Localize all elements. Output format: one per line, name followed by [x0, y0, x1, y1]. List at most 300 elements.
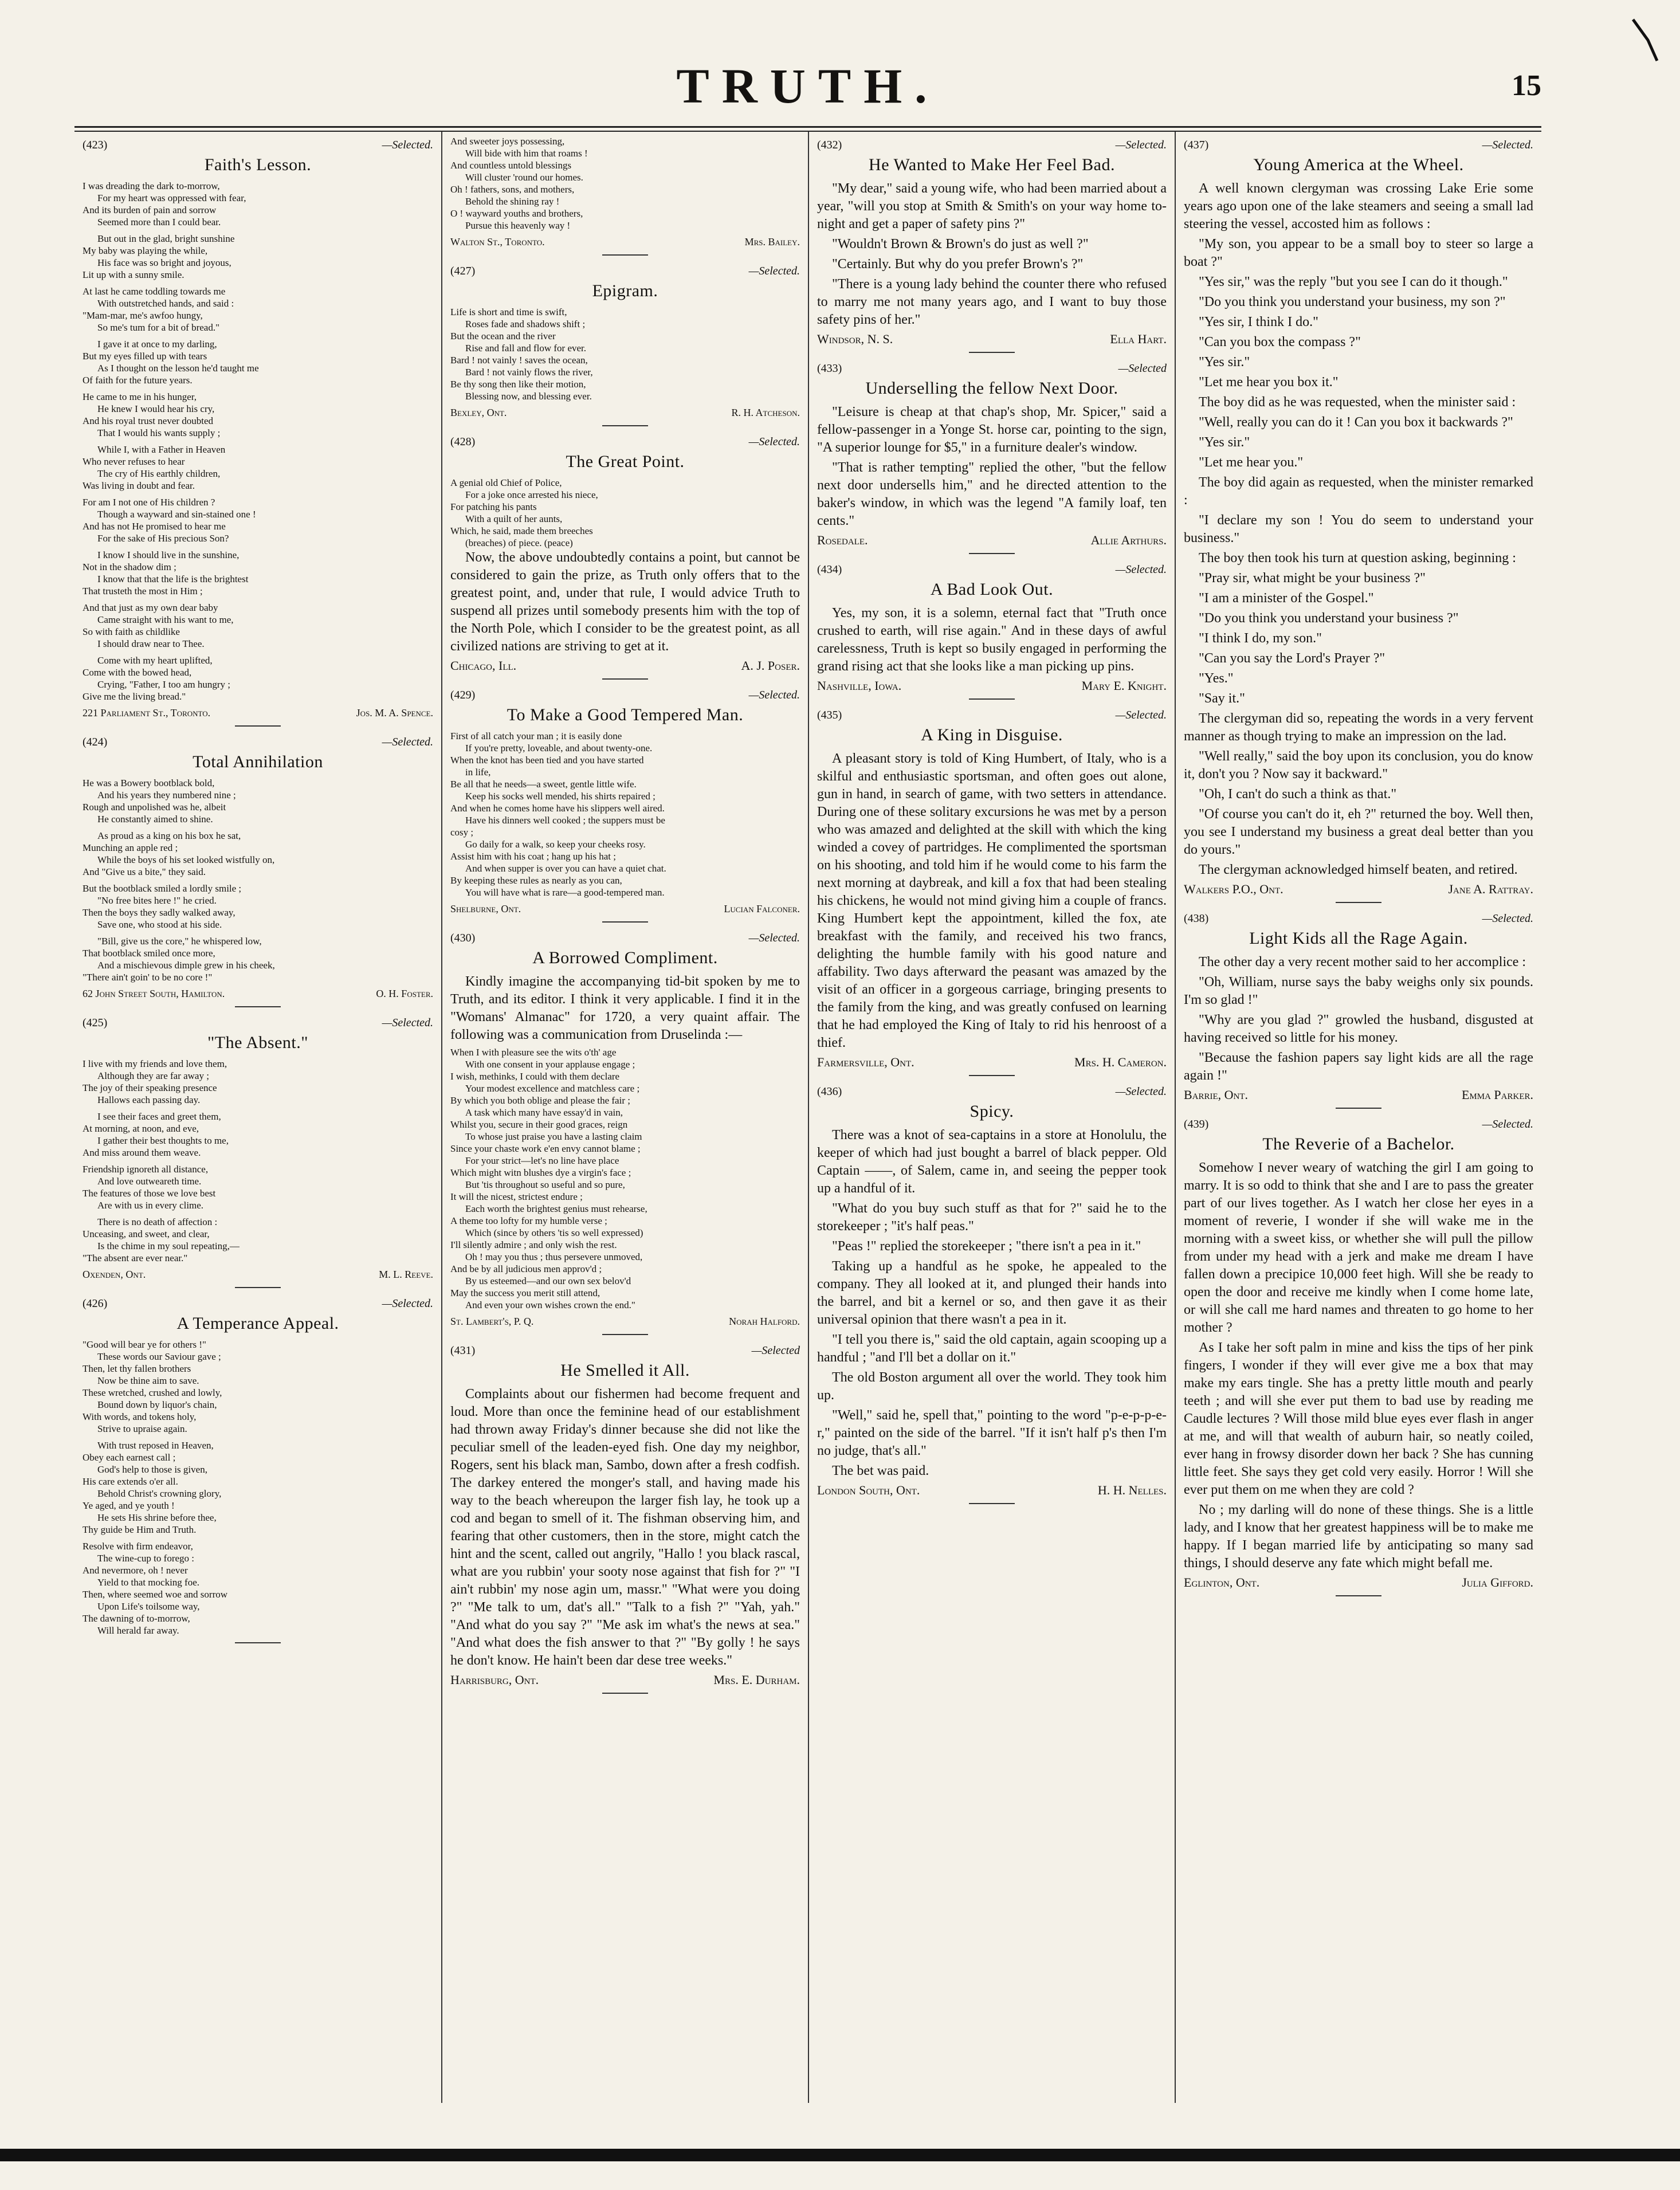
- article-tag: —Selected.: [382, 736, 433, 748]
- paragraph: "There is a young lady behind the counter there who refused to marry me not many years ago, and I want to buy those safety pins of her.": [817, 277, 1167, 327]
- article: [817, 562, 1167, 700]
- article-divider: [969, 352, 1015, 353]
- article-signature: [83, 706, 433, 720]
- article-meta: [817, 361, 1167, 376]
- paragraph: "My son, you appear to be a small boy to steer so large a boat ?": [1184, 237, 1533, 269]
- article: [450, 688, 800, 923]
- signature-location: Oxenden, Ont.: [83, 1269, 146, 1280]
- article-signature: [817, 1055, 1167, 1069]
- column-4: [1175, 132, 1541, 2103]
- poem-line: Bard ! not vainly flows the river,: [465, 367, 593, 378]
- poem-line: But 'tis throughout so useful and so pure,: [465, 1179, 625, 1190]
- poem-line: With trust reposed in Heaven,: [97, 1440, 214, 1451]
- signature-location: Walkers P.O., Ont.: [1184, 882, 1283, 896]
- article-meta: [817, 562, 1167, 577]
- article-tag: —Selected.: [1115, 1085, 1167, 1098]
- article-body: [817, 403, 1167, 530]
- poem-line: With a quilt of her aunts,: [465, 513, 563, 524]
- poem-line: Roses fade and shadows shift ;: [465, 319, 586, 329]
- article-meta: [817, 708, 1167, 723]
- article-number: (437): [1184, 139, 1209, 151]
- poem-line: His face was so bright and joyous,: [97, 257, 231, 268]
- article-tag: —Selected.: [1482, 1118, 1533, 1131]
- poem-line: As proud as a king on his box he sat,: [97, 830, 241, 841]
- poem-line: A genial old Chief of Police,: [450, 477, 562, 488]
- poem-line: [83, 1435, 433, 1439]
- poem-line: While I, with a Father in Heaven: [97, 444, 226, 455]
- signature-author: Ella Hart.: [1110, 332, 1167, 346]
- poem-line: God's help to those is given,: [97, 1464, 207, 1475]
- poem-line: Then the boys they sadly walked away,: [83, 907, 235, 918]
- poem-line: Behold the shining ray !: [465, 196, 560, 207]
- signature-author: H. H. Nelles.: [1097, 1483, 1167, 1497]
- article-signature: [817, 1483, 1167, 1497]
- paragraph: Kindly imagine the accompanying tid-bit spoken by me to Truth, and its editor. I think it very applicable. I find it in the "Womans' Almanac" for 1720, a very quaint affair. The following was a communication from Druselinda :—: [450, 974, 800, 1042]
- article-divider: [969, 698, 1015, 700]
- poem-line: If you're pretty, loveable, and about twenty-one.: [465, 743, 653, 753]
- article-body: [450, 973, 800, 1044]
- poem-line: Come with the bowed head,: [83, 667, 192, 678]
- poem-line: He was a Bowery bootblack bold,: [83, 778, 215, 788]
- article-title: "The Absent.": [207, 1033, 308, 1052]
- poem-line: Are with us in every clime.: [97, 1200, 204, 1211]
- poem-body: [83, 1058, 433, 1264]
- article-divider: [235, 1642, 281, 1643]
- paragraph: "My dear," said a young wife, who had been married about a year, "will you stop at Smith & Smith's on your way home to-night and get a paper of safety pins ?": [817, 181, 1167, 231]
- poem-line: [83, 333, 433, 338]
- article-divider: [1336, 902, 1381, 903]
- article-number: (426): [83, 1297, 108, 1310]
- poem-line: "Good will bear ye for others !": [83, 1339, 206, 1350]
- poem-line: So with faith as childlike: [83, 626, 180, 637]
- poem-line: Oh ! fathers, sons, and mothers,: [450, 184, 575, 195]
- signature-author: Julia Gifford.: [1462, 1575, 1533, 1589]
- paragraph: A pleasant story is told of King Humbert, of Italy, who is a skilful and enthusiastic sportsman, and often goes out alone, gun in hand, in search of game, with two setters in attendance. During one of these solitary excursions he was met by a person who was amazed and delighted at the skill with which the king winded a covey of partridges. He complimented the sportsman on his shooting, and told him if he would come to his farm the next morning at daybreak, and kill a fox that had been stealing his chickens, he would not mind giving him a couple of francs. King Humbert kept the appointment, killed the fox, ate breakfast with the family, and received his two francs, delighting the humble family with his good nature and affability. Two days afterward the peasant was amazed by the visit of an officer in a gorgeous carriage, bringing presents to the family from the king, and was greatly confused on learning that he had employed the King of Italy to rid his henroost of a thief.: [817, 751, 1167, 1050]
- paragraph: "Pray sir, what might be your business ?": [1199, 571, 1426, 586]
- article-signature: [450, 406, 800, 419]
- article-signature: [450, 1673, 800, 1687]
- poem-line: Is the chime in my soul repeating,—: [97, 1241, 240, 1251]
- paragraph: A well known clergyman was crossing Lake Erie some years ago upon one of the lake steamers and seeing a small lad steering the vessel, accosted him as follows :: [1184, 181, 1533, 231]
- paragraph: "I think I do, my son.": [1199, 631, 1322, 646]
- paragraph: The clergyman did so, repeating the words in a very fervent manner as though trying to make an impression on the lad.: [1184, 711, 1533, 744]
- poem-line: You will have what is rare—a good-tempered man.: [465, 887, 665, 898]
- poem-line: Not in the shadow dim ;: [83, 562, 176, 572]
- article: [450, 1343, 800, 1694]
- article-tag: —Selected.: [748, 689, 800, 701]
- article-meta: [450, 264, 800, 278]
- paragraph: "Peas !" replied the storekeeper ; "there isn't a pea in it.": [832, 1239, 1141, 1254]
- poem-line: Unceasing, and sweet, and clear,: [83, 1229, 210, 1239]
- article-signature: [817, 332, 1167, 346]
- article-signature: [1184, 882, 1533, 896]
- poem-line: "Bill, give us the core," he whispered low,: [97, 936, 262, 947]
- poem-line: The dawning of to-morrow,: [83, 1613, 190, 1624]
- poem-line: First of all catch your man ; it is easily done: [450, 731, 622, 741]
- paragraph: The bet was paid.: [832, 1463, 929, 1478]
- article-tag: —Selected.: [1482, 139, 1533, 151]
- signature-author: M. L. Reeve.: [379, 1269, 433, 1280]
- poem-line: And be by all judicious men approv'd ;: [450, 1263, 602, 1274]
- article-body: [817, 1127, 1167, 1480]
- signature-location: 221 Parliament St., Toronto.: [83, 707, 211, 719]
- poem-line: By keeping these rules as nearly as you can,: [450, 875, 622, 886]
- paragraph: "I tell you there is," said the old captain, again scooping up a handful ; "and I'll bet a dollar on it.": [817, 1332, 1167, 1365]
- poem-line: Will cluster 'round our homes.: [465, 172, 583, 183]
- poem-line: And love outweareth time.: [97, 1176, 202, 1187]
- poem-line: At last he came toddling towards me: [83, 286, 226, 297]
- poem-line: When the knot has been tied and you have started: [450, 755, 644, 766]
- paragraph: Now, the above undoubtedly contains a point, but cannot be considered to gain the prize, as Truth only offers that to the greatest point, and, under that rule, I would advice Truth to suspend all prizes until somebody presents him with the top of the North Pole, which I consider to be the greatest point, as all civilized nations are striving to get at it.: [450, 550, 800, 654]
- poem-line: Assist him with his coat ; hang up his hat ;: [450, 851, 616, 862]
- poem-line: Friendship ignoreth all distance,: [83, 1164, 209, 1175]
- article-number: (435): [817, 709, 842, 721]
- article-tag: —Selected.: [382, 1016, 433, 1029]
- article-body: [1184, 180, 1533, 879]
- poem-line: [83, 492, 433, 496]
- article-number: (433): [817, 362, 842, 375]
- bottom-rule: [0, 2149, 1680, 2161]
- article-tag: —Selected.: [382, 139, 433, 151]
- poem-line: Resolve with firm endeavor,: [83, 1541, 193, 1552]
- article-title: Light Kids all the Rage Again.: [1249, 929, 1468, 948]
- article-meta: [83, 138, 433, 152]
- poem-line: [83, 544, 433, 549]
- poem-line: Then, where seemed woe and sorrow: [83, 1589, 228, 1600]
- signature-author: Mary E. Knight.: [1081, 678, 1167, 693]
- article-divider: [969, 553, 1015, 554]
- paragraph: The clergyman acknowledged himself beaten, and retired.: [1199, 862, 1518, 877]
- newspaper-columns: [74, 131, 1541, 2103]
- poem-line: For the sake of His precious Son?: [97, 533, 229, 544]
- poem-line: I know I should live in the sunshine,: [97, 550, 240, 560]
- poem-line: Pursue this heavenly way !: [465, 220, 571, 231]
- paragraph: There was a knot of sea-captains in a store at Honolulu, the keeper of which had just bought a barrel of black pepper. Old Captain ——, of Salem, came in, and seeing the pepper took up a handful of it.: [817, 1128, 1167, 1196]
- article-tag: —Selected.: [1115, 563, 1167, 576]
- paragraph: "Well really," said the boy upon its conclusion, you do know it, don't you ? Now say it backward.": [1184, 749, 1533, 782]
- poem-line: Be all that he needs—a sweet, gentle little wife.: [450, 779, 637, 790]
- article-meta: [450, 1343, 800, 1358]
- poem-line: Save one, who stood at his side.: [97, 919, 222, 930]
- poem-line: And sweeter joys possessing,: [450, 136, 565, 147]
- article-meta: [817, 138, 1167, 152]
- article: [450, 931, 800, 1335]
- poem-line: Oh ! may you thus ; thus persevere unmoved,: [465, 1251, 643, 1262]
- poem-line: With outstretched hands, and said :: [97, 298, 234, 309]
- paragraph: "Why are you glad ?" growled the husband, disgusted at having received so little for his money.: [1184, 1012, 1533, 1045]
- article-meta: [1184, 138, 1533, 152]
- poem-line: Life is short and time is swift,: [450, 307, 567, 317]
- article-number: (427): [450, 265, 476, 277]
- article-divider: [602, 254, 648, 256]
- poem-line: And nevermore, oh ! never: [83, 1565, 188, 1576]
- article-number: (436): [817, 1085, 842, 1098]
- poem-line: "No free bites here !" he cried.: [97, 895, 217, 906]
- article-number: (424): [83, 736, 108, 748]
- poem-line: Obey each earnest call ;: [83, 1452, 176, 1463]
- article-number: (428): [450, 435, 476, 448]
- poem-line: Which, he said, made them breeches: [450, 525, 593, 536]
- poem-line: I'll silently admire ; and only wish the rest.: [450, 1239, 617, 1250]
- poem-line: He constantly aimed to shine.: [97, 814, 213, 825]
- poem-line: Bard ! not vainly ! saves the ocean,: [450, 355, 588, 366]
- article-title: Epigram.: [592, 281, 658, 300]
- article-title: A Temperance Appeal.: [176, 1314, 339, 1333]
- article-signature: [450, 1314, 800, 1328]
- poem-line: Will bide with him that roams !: [465, 148, 588, 159]
- column-3: [808, 132, 1175, 2103]
- paragraph: "Yes sir, I think I do.": [1199, 315, 1318, 329]
- poem-line: And a mischievous dimple grew in his cheek,: [97, 960, 275, 971]
- poem-line: I know that that the life is the brightest: [97, 574, 249, 584]
- article-title: A King in Disguise.: [921, 725, 1063, 744]
- poem-line: With one consent in your applause engage ;: [465, 1059, 635, 1070]
- article-tag: —Selected: [751, 1344, 800, 1357]
- signature-author: Mrs. E. Durham.: [713, 1673, 800, 1687]
- poem-line: The cry of His earthly children,: [97, 468, 221, 479]
- article-signature: [817, 533, 1167, 547]
- article-title: He Smelled it All.: [560, 1361, 690, 1380]
- poem-line: Your modest excellence and matchless care ;: [465, 1083, 640, 1094]
- poem-line: For patching his pants: [450, 501, 537, 512]
- article-meta: [83, 1015, 433, 1030]
- poem-body: [83, 1339, 433, 1636]
- poem-line: Since your chaste work e'en envy cannot blame ;: [450, 1143, 641, 1154]
- poem-line: For am I not one of His children ?: [83, 497, 215, 508]
- article-signature: [83, 1267, 433, 1281]
- poem-line: That bootblack smiled once more,: [83, 948, 215, 959]
- poem-line: And when he comes home have his slippers well aired.: [450, 803, 665, 814]
- poem-line: So me's tum for a bit of bread.": [97, 322, 220, 333]
- article-meta: [450, 434, 800, 449]
- paragraph: "Yes sir," was the reply "but you see I can do it though.": [1199, 274, 1508, 289]
- poem-line: Have his dinners well cooked ; the suppers must be: [465, 815, 665, 826]
- article-title: Underselling the fellow Next Door.: [865, 379, 1118, 398]
- poem-line: [83, 1159, 433, 1163]
- article-tag: —Selected.: [382, 1297, 433, 1310]
- signature-author: Mrs. Bailey.: [744, 236, 800, 248]
- paragraph: "Wouldn't Brown & Brown's do just as well ?": [832, 237, 1089, 252]
- poem-line: I see their faces and greet them,: [97, 1111, 221, 1122]
- article-divider: [969, 1075, 1015, 1076]
- poem-line: A theme too lofty for my humble verse ;: [450, 1215, 607, 1226]
- poem-line: He sets His shrine before thee,: [97, 1512, 217, 1523]
- poem-line: And when supper is over you can have a quiet chat.: [465, 863, 666, 874]
- page-number: 15: [1512, 69, 1541, 102]
- poem-line: And his royal trust never doubted: [83, 415, 214, 426]
- paragraph: The other day a very recent mother said to her accomplice :: [1199, 955, 1526, 970]
- article-number: (423): [83, 139, 108, 151]
- poem-line: Munching an apple red ;: [83, 842, 178, 853]
- poem-line: Although they are far away ;: [97, 1070, 209, 1081]
- poem-line: [83, 439, 433, 444]
- article-number: (432): [817, 139, 842, 151]
- article-signature: [450, 902, 800, 916]
- article-meta: [83, 735, 433, 749]
- article-tag: —Selected.: [748, 265, 800, 277]
- signature-location: Farmersville, Ont.: [817, 1055, 914, 1069]
- article-title: A Bad Look Out.: [930, 580, 1054, 599]
- article-title: Total Annihilation: [193, 752, 323, 771]
- poem-line: And even your own wishes crown the end.": [465, 1300, 635, 1310]
- article-body: [450, 1386, 800, 1670]
- article-divider: [235, 1287, 281, 1288]
- poem-line: But the ocean and the river: [450, 331, 556, 342]
- article-tag: —Selected.: [1115, 709, 1167, 721]
- signature-location: Bexley, Ont.: [450, 407, 507, 418]
- signature-location: St. Lambert's, P. Q.: [450, 1316, 534, 1327]
- paragraph: "Let me hear you box it.": [1199, 375, 1338, 390]
- poem-line: [83, 228, 433, 233]
- poem-line: And "Give us a bite," they said.: [83, 866, 206, 877]
- paragraph: "Because the fashion papers say light kids are all the rage again !": [1184, 1050, 1533, 1083]
- article-body: [817, 180, 1167, 329]
- article-title: The Reverie of a Bachelor.: [1262, 1135, 1455, 1153]
- paragraph: "I am a minister of the Gospel.": [1199, 591, 1374, 606]
- poem-line: That I would his wants supply ;: [97, 427, 221, 438]
- paragraph: Somehow I never weary of watching the girl I am going to marry. It is so odd to think that she and I are to pass the greater part of our lives together. As I watch her close her eyes in a moment of reverie, I wonder if she will wake me in the morning with a sweet kiss, or whether she will pull the pillow from under my head with a jerk and make me dream I have fallen down a precipice 10,000 feet high. Will she be ready to open the door and receive me kindly when I come home late, or will she call me hard names and threaten to go home to her mother ?: [1184, 1160, 1533, 1335]
- poem-line: [83, 878, 433, 882]
- poem-line: By us esteemed—and our own sex belov'd: [465, 1275, 631, 1286]
- poem-line: "Mam-mar, me's awfoo hungy,: [83, 310, 203, 321]
- article-title: He Wanted to Make Her Feel Bad.: [869, 155, 1115, 174]
- article-signature: [450, 235, 800, 249]
- paragraph: "Yes sir.": [1199, 435, 1250, 450]
- column-2: [441, 132, 808, 2103]
- signature-location: Windsor, N. S.: [817, 332, 893, 346]
- poem-line: But my eyes filled up with tears: [83, 351, 207, 362]
- poem-line: [83, 386, 433, 391]
- poem-line: Bound down by liquor's chain,: [97, 1399, 217, 1410]
- signature-author: Allie Arthurs.: [1090, 533, 1167, 547]
- poem-line: Be thy song then like their motion,: [450, 379, 586, 390]
- article: [83, 1296, 433, 1643]
- article-body: [450, 549, 800, 656]
- poem-line: He came to me in his hunger,: [83, 391, 197, 402]
- paragraph: "What do you buy such stuff as that for ?" said he to the storekeeper ; "it's half peas.": [817, 1201, 1167, 1234]
- poem-line: I should draw near to Thee.: [97, 638, 205, 649]
- article-meta: [817, 1084, 1167, 1099]
- article-divider: [602, 425, 648, 426]
- signature-location: London South, Ont.: [817, 1483, 920, 1497]
- paragraph: "That is rather tempting" replied the other, "but the fellow next door undersells him," and he directed attention to the baker's window, in which was the legend "A family loaf, ten cents.": [817, 460, 1167, 528]
- poem-line: I gave it at once to my darling,: [97, 339, 217, 350]
- poem-line: Was living in doubt and fear.: [83, 480, 195, 491]
- poem-line: [83, 825, 433, 830]
- article: [83, 1015, 433, 1288]
- article-body: [1184, 953, 1533, 1085]
- article-tag: —Selected.: [748, 932, 800, 944]
- poem-line: O ! wayward youths and brothers,: [450, 208, 583, 219]
- poem-line: While the boys of his set looked wistfully on,: [97, 854, 275, 865]
- poem-line: For my heart was oppressed with fear,: [97, 193, 246, 203]
- paragraph: "Leisure is cheap at that chap's shop, Mr. Spicer," said a fellow-passenger in a Yonge St. horse car, pointing to the sign, "A superior lounge for $5," in a furniture dealer's window.: [817, 405, 1167, 455]
- article-number: (439): [1184, 1118, 1209, 1131]
- paragraph: The boy did again as requested, when the minister remarked :: [1184, 475, 1533, 508]
- poem-line: Now be thine aim to save.: [97, 1375, 199, 1386]
- paragraph: The boy then took his turn at question asking, beginning :: [1199, 551, 1516, 566]
- article-signature: [450, 659, 800, 673]
- poem-line: The wine-cup to forego :: [97, 1553, 194, 1564]
- poem-line: And miss around them weave.: [83, 1147, 201, 1158]
- poem-line: Though a wayward and sin-stained one !: [97, 509, 256, 520]
- masthead: TRUTH.: [676, 58, 940, 113]
- poem-line: [83, 931, 433, 935]
- poem-line: And that just as my own dear baby: [83, 602, 218, 613]
- poem-line: I gather their best thoughts to me,: [97, 1135, 229, 1146]
- paragraph: "Do you think you understand your business, my son ?": [1199, 295, 1506, 309]
- poem-line: Each worth the brightest genius must rehearse,: [465, 1203, 647, 1214]
- article-title: Faith's Lesson.: [204, 155, 312, 174]
- signature-location: Rosedale.: [817, 533, 868, 547]
- paragraph: Taking up a handful as he spoke, he appealed to the company. They all looked at it, and plunged their hands into the barrel, and bit a kernel or so, and then gave it as their universal opinion that there wasn't a pea in it.: [817, 1259, 1167, 1327]
- article: [1184, 138, 1533, 903]
- article-number: (429): [450, 689, 476, 701]
- paragraph: Yes, my son, it is a solemn, eternal fact that "Truth once crushed to earth, will rise again." And in these days of awful carelessness, Truth is kept so busily engaged in performing the grand rising act that she looks like a man picking up pins.: [817, 606, 1167, 674]
- article-meta: [450, 931, 800, 945]
- poem-line: Behold Christ's crowning glory,: [97, 1488, 222, 1499]
- article: [450, 434, 800, 680]
- poem-line: cosy ;: [450, 827, 474, 838]
- poem-line: [83, 650, 433, 654]
- signature-author: Norah Halford.: [729, 1316, 800, 1327]
- article-tag: —Selected.: [748, 435, 800, 448]
- column-1: [74, 132, 441, 2103]
- poem-line: Come with my heart uplifted,: [97, 655, 213, 666]
- poem-line: And countless untold blessings: [450, 160, 572, 171]
- poem-body: [83, 180, 433, 702]
- poem-line: When I with pleasure see the wits o'th' age: [450, 1047, 617, 1058]
- poem-line: Blessing now, and blessing ever.: [465, 391, 592, 402]
- poem-line: That trusteth the most in Him ;: [83, 586, 203, 596]
- article-number: (438): [1184, 912, 1209, 925]
- poem-line: And his years they numbered nine ;: [97, 790, 236, 800]
- article-divider: [235, 725, 281, 727]
- poem-line: Go daily for a walk, so keep your cheeks rosy.: [465, 839, 646, 850]
- article-divider: [235, 1006, 281, 1007]
- poem-line: These words our Saviour gave ;: [97, 1351, 221, 1362]
- poem-line: Lit up with a sunny smile.: [83, 269, 185, 280]
- poem-body: [450, 730, 800, 898]
- article-tag: —Selected: [1118, 362, 1167, 375]
- article-title: The Great Point.: [566, 452, 685, 471]
- signature-author: R. H. Atcheson.: [731, 407, 800, 418]
- signature-location: 62 John Street South, Hamilton.: [83, 988, 225, 999]
- article-divider: [602, 678, 648, 680]
- signature-author: Lucian Falconer.: [724, 903, 800, 915]
- article-tag: —Selected.: [1482, 912, 1533, 925]
- article-title: A Borrowed Compliment.: [532, 948, 718, 967]
- poem-line: Hallows each passing day.: [97, 1094, 201, 1105]
- poem-line: [83, 1211, 433, 1216]
- paragraph: As I take her soft palm in mine and kiss the tips of her pink fingers, I wonder if they will ever give me a box that may make my ears tingle. She has a pretty little mouth and pearly teeth ; and will she ever put them to bad use by reading me Caudle lectures ? Will those mild blue eyes ever flash in anger at me, and will that wealth of auburn hair, so neatly coiled, ever hang in frowsy disorder down her back ? She has cunning little feet. She says they get cold very easily. Horror ! Will she ever put them on me when they are cold ?: [1184, 1340, 1533, 1497]
- signature-author: Mrs. H. Cameron.: [1074, 1055, 1167, 1069]
- paragraph: "Can you box the compass ?": [1199, 335, 1361, 350]
- article-title: Young America at the Wheel.: [1253, 155, 1464, 174]
- poem-line: I wish, methinks, I could with them declare: [450, 1071, 620, 1082]
- poem-line: "There ain't goin' to be no core !": [83, 972, 213, 983]
- poem-line: [83, 1106, 433, 1110]
- poem-line: My baby was playing the while,: [83, 245, 208, 256]
- article-number: (430): [450, 932, 476, 944]
- poem-line: I was dreading the dark to-morrow,: [83, 180, 220, 191]
- article-body: [817, 750, 1167, 1052]
- poem-line: The joy of their speaking presence: [83, 1082, 217, 1093]
- signature-location: Walton St., Toronto.: [450, 236, 545, 248]
- poem-line: For your strict—let's no line have place: [465, 1155, 619, 1166]
- poem-line: These wretched, crushed and lowly,: [83, 1387, 222, 1398]
- poem-line: Rise and fall and flow for ever.: [465, 343, 587, 354]
